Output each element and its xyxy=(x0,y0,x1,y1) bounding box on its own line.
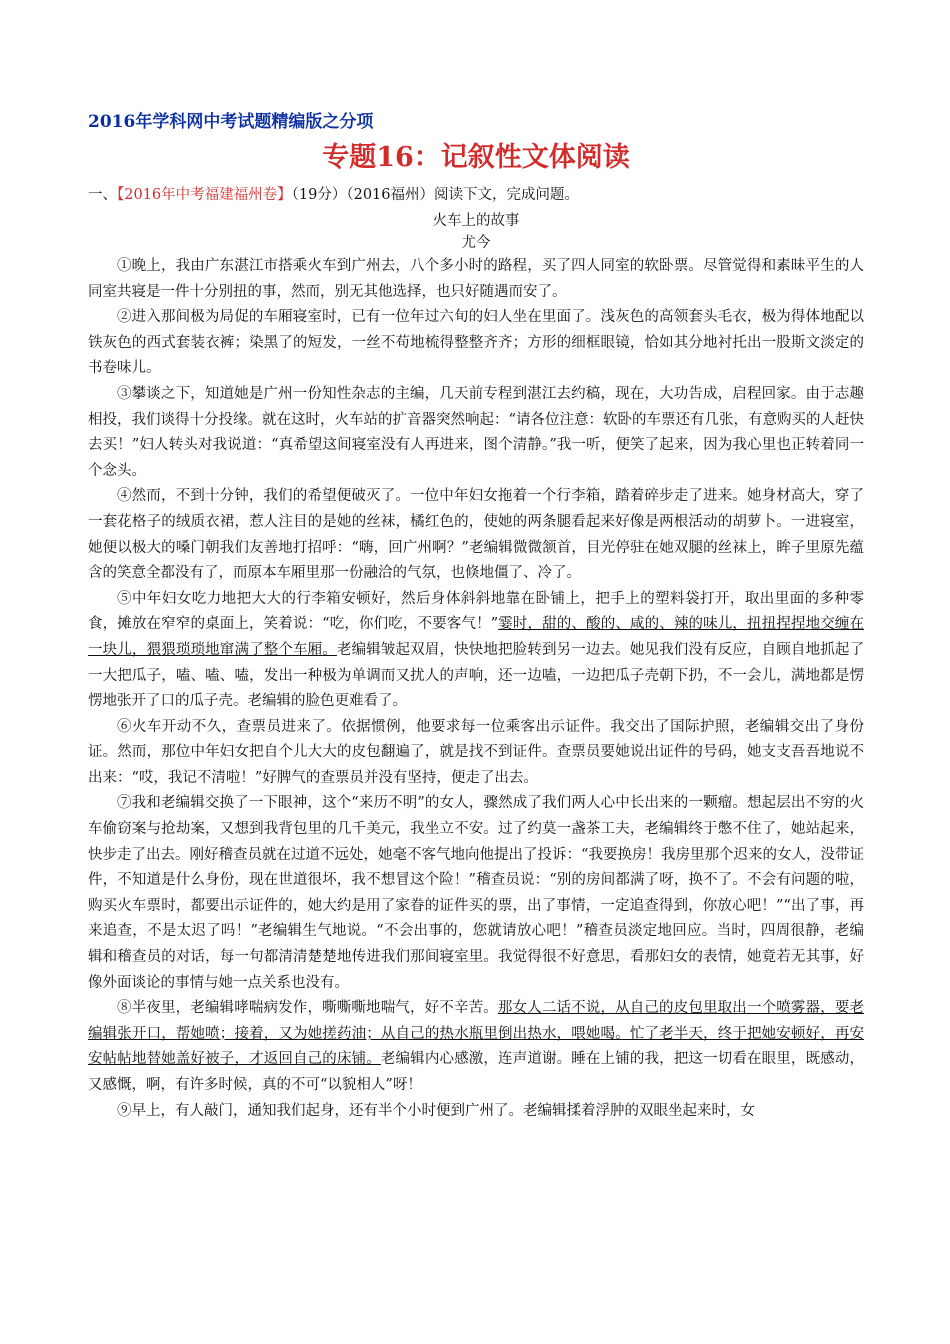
paragraph-5-text-b: 老编辑皱起双眉，快快地把脸转到另一边去。她见我们没有反应，自顾自地抓起了一大把瓜子，嗑、嗑、嗑，发出一种极为单调而又扰人的声响，还一边嗑，一边把瓜子壳朝下扔，不一会儿，满地都是愣愣地张开了口的瓜子壳。老编辑的脸色更难看了。 xyxy=(88,641,864,710)
series-heading: 2016年学科网中考试题精编版之分项 xyxy=(88,112,374,132)
paragraph-5-underlined: 霎时，甜的、酸的、咸的、辣的味儿，扭扭捏捏地交缠在一块儿，猥猥琐琐地窜满了整个车厢。 xyxy=(88,616,865,658)
paragraph-8-underlined: 那女人二话不说，从自己的皮包里取出一个喷雾器，要老编辑张开口，帮她喷；接着，又为她搓药油；从自己的热水瓶里倒出热水，喂她喝。忙了老半天，终于把她安顿好，再安安帖帖地替她盖好被子，才返回自己的床铺。 xyxy=(88,1000,865,1068)
paragraph-6: ⑥火车开动不久，查票员进来了。依据惯例，他要求每一位乘客出示证件。我交出了国际护照，老编辑交出了身份证。然而，那位中年妇女把自个儿大大的皮包翻遍了，就是找不到证件。查票员要她说出证件的号码，她支支吾吾地说不出来：“哎，我记不清啦！”好脾气的查票员并没有坚持，便走了出去。 xyxy=(88,718,864,786)
paragraph-8-text-a: ⑧半夜里，老编辑哮喘病发作，嘶嘶嘶地喘气，好不辛苦。 xyxy=(117,1000,498,1017)
paragraph-2: ②进入那间极为局促的车厢寝室时，已有一位年过六旬的妇人坐在里面了。浅灰色的高领套头毛衣，极为得体地配以铁灰色的西式套装衣裤；染黑了的短发，一丝不苟地梳得整整齐齐；方形的细框眼镜，恰如其分地衬托出一股斯文淡定的书卷味儿。 xyxy=(88,309,864,377)
paragraph-1: ①晚上，我由广东湛江市搭乘火车到广州去，八个多小时的路程，买了四人同室的软卧票。尽管觉得和素昧平生的人同室共寝是一件十分别扭的事，然而，别无其他选择，也只好随遇而安了。 xyxy=(88,258,864,300)
paragraph-5 xyxy=(88,587,864,715)
paragraph-3: ③攀谈之下，知道她是广州一份知性杂志的主编，几天前专程到湛江去约稿，现在，大功告成，启程回家。由于志趣相投，我们谈得十分投缘。就在这时，火车站的扩音器突然响起：“请各位注意：软卧的车票还有几张，有意购买的人赶快去买！”妇人转头对我说道：“真希望这间寝室没有人再进来，图个清静。”我一听，便笑了起来，因为我心里也正转着同一个念头。 xyxy=(88,385,864,479)
page-title: 专题16：记叙性文体阅读 xyxy=(322,142,630,173)
paragraph-7: ⑦我和老编辑交换了一下眼神，这个“来历不明”的女人，骤然成了我们两人心中长出来的一颗瘤。想起层出不穷的火车偷窃案与抢劫案，又想到我背包里的几千美元，我坐立不安。过了约莫一盏茶工夫，老编辑终于憋不住了，她站起来，快步走了出去。刚好稽查员就在过道不远处，她毫不客气地向他提出了投诉：“我要换房！我房里那个迟来的女人，没带证件，不知道是什么身份，现在世道很坏，我不想冒这个险！”稽查员说：“别的房间都满了呀，换不了。不会有问题的啦，购买火车票时，都要出示证件的，她大约是用了家眷的证件买的票，出了事情，一定追查得到，你放心吧！”“出了事，再来追查，不是太迟了吗！”老编辑生气地说。“不会出事的，您就请放心吧！”稽查员淡定地回应。当时，四周很静，老编辑和稽查员的对话，每一句都清清楚楚地传进我们那间寝室里。我觉得很不好意思，看那妇女的表情，她竟若无其事，好像外面谈论的事情与她一点关系也没有。 xyxy=(88,795,864,991)
article-title: 火车上的故事 xyxy=(432,213,520,229)
paragraph-9: ⑨早上，有人敲门，通知我们起身，还有半个小时便到广州了。老编辑揉着浮肿的双眼坐起来时，女 xyxy=(117,1102,755,1119)
question-source: 【2016年中考福建福州卷】 xyxy=(117,187,292,203)
question-prefix: 一、 xyxy=(88,187,117,203)
paragraph-8-text-b: 老编辑内心感激，连声道谢。睡在上铺的我，把这一切看在眼里，既感动，又感慨，啊，有许多时候，真的不可“以貌相人”呀！ xyxy=(88,1051,865,1093)
question-line xyxy=(88,184,864,206)
paragraph-4: ④然而，不到十分钟，我们的希望便破灭了。一位中年妇女拖着一个行李箱，踏着碎步走了进来。她身材高大，穿了一套花格子的绒质衣裙，惹人注目的是她的丝袜，橘红色的，使她的两条腿看起来好像是两根活动的胡萝卜。一进寝室，她便以极大的嗓门朝我们友善地打招呼：“嗨，回广州啊？”老编辑微微颔首，目光停驻在她双腿的丝袜上，眸子里原先蕴含的笑意全都没有了，而原本车厢里那一份融洽的气氛，也倏地僵了、冷了。 xyxy=(88,488,864,582)
paragraph-8 xyxy=(88,996,864,1098)
paragraph-5-text-a: ⑤中年妇女吃力地把大大的行李箱安顿好，然后身体斜斜地靠在卧铺上，把手上的塑料袋打开，取出里面的多种零食，摊放在窄窄的桌面上，笑着说：“吃，你们吃，不要客气！” xyxy=(88,590,864,633)
question-text: （19分）（2016福州）阅读下文，完成问题。 xyxy=(291,187,580,203)
article-author: 尤今 xyxy=(461,235,491,251)
document-page xyxy=(88,110,864,1124)
